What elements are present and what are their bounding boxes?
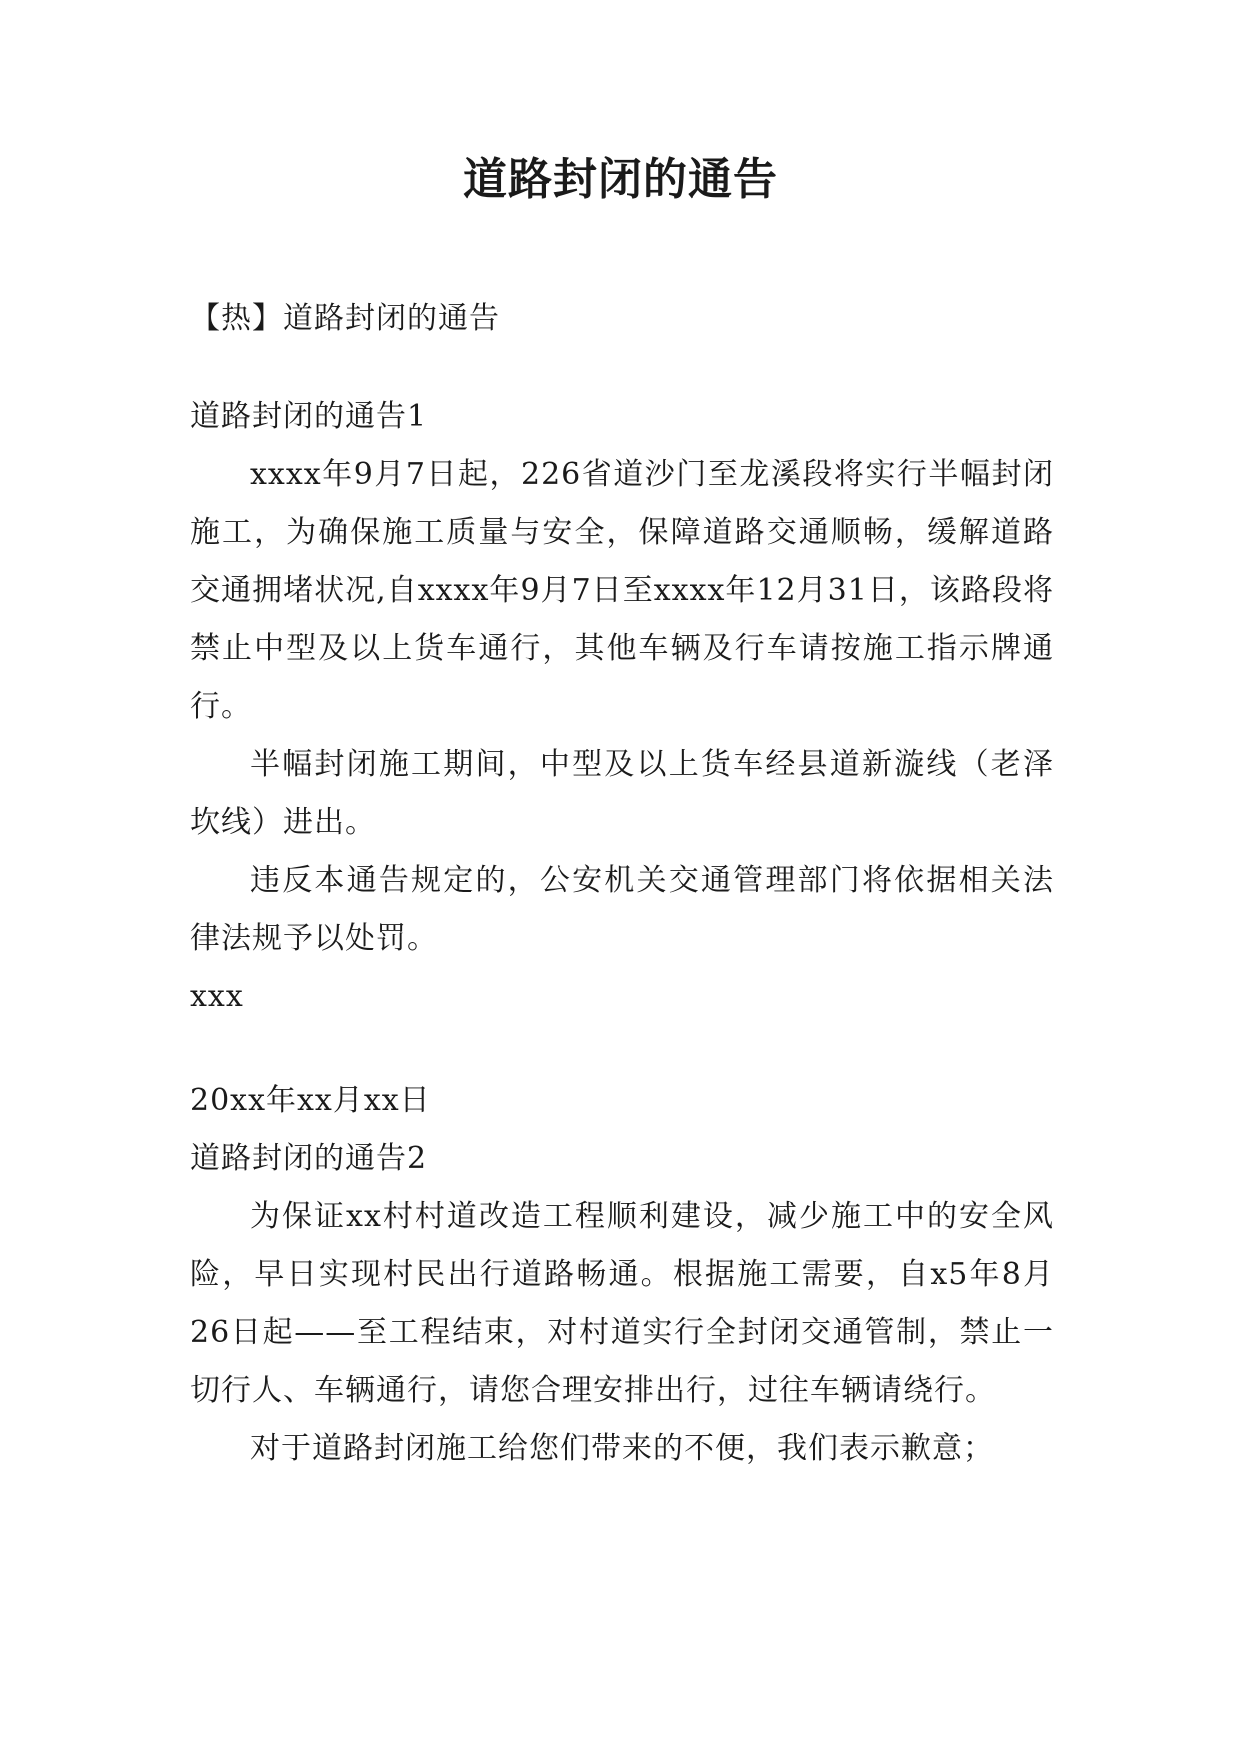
document-title: 道路封闭的通告 bbox=[463, 154, 778, 205]
section1-date: 20xx年xx月xx日 bbox=[190, 1083, 431, 1118]
section1-heading: 道路封闭的通告1 bbox=[190, 399, 428, 434]
section2-paragraph-1: 为保证xx村村道改造工程顺利建设，减少施工中的安全风险，早日实现村民出行道路畅通。根据施工需要，自x5年8月26日起——至工程结束，对村道实行全封闭交通管制，禁止一切行人、车辆通行，请您合理安排出行，过往车辆请绕行。 bbox=[190, 1199, 1054, 1408]
section2-paragraph-2: 对于道路封闭施工给您们带来的不便，我们表示歉意； bbox=[250, 1431, 994, 1466]
section1-paragraph-1: xxxx年9月7日起，226省道沙门至龙溪段将实行半幅封闭施工，为确保施工质量与安全，保障道路交通顺畅，缓解道路交通拥堵状况,自xxxx年9月7日至xxxx年12月31日，该路段将禁止中型及以上货车通行，其他车辆及行车请按施工指示牌通行。 bbox=[190, 457, 1054, 724]
section1-paragraph-3: 违反本通告规定的，公安机关交通管理部门将依据相关法律法规予以处罚。 bbox=[190, 863, 1054, 956]
section2-heading: 道路封闭的通告2 bbox=[190, 1141, 428, 1176]
section1-signature: xxx bbox=[190, 979, 244, 1014]
document-body bbox=[190, 290, 1054, 1478]
spacer bbox=[190, 1026, 1054, 1072]
spacer bbox=[190, 348, 1054, 388]
section1-paragraph-2: 半幅封闭施工期间，中型及以上货车经县道新漩线（老泽坎线）进出。 bbox=[190, 747, 1054, 840]
document-subtitle: 【热】道路封闭的通告 bbox=[190, 301, 500, 336]
